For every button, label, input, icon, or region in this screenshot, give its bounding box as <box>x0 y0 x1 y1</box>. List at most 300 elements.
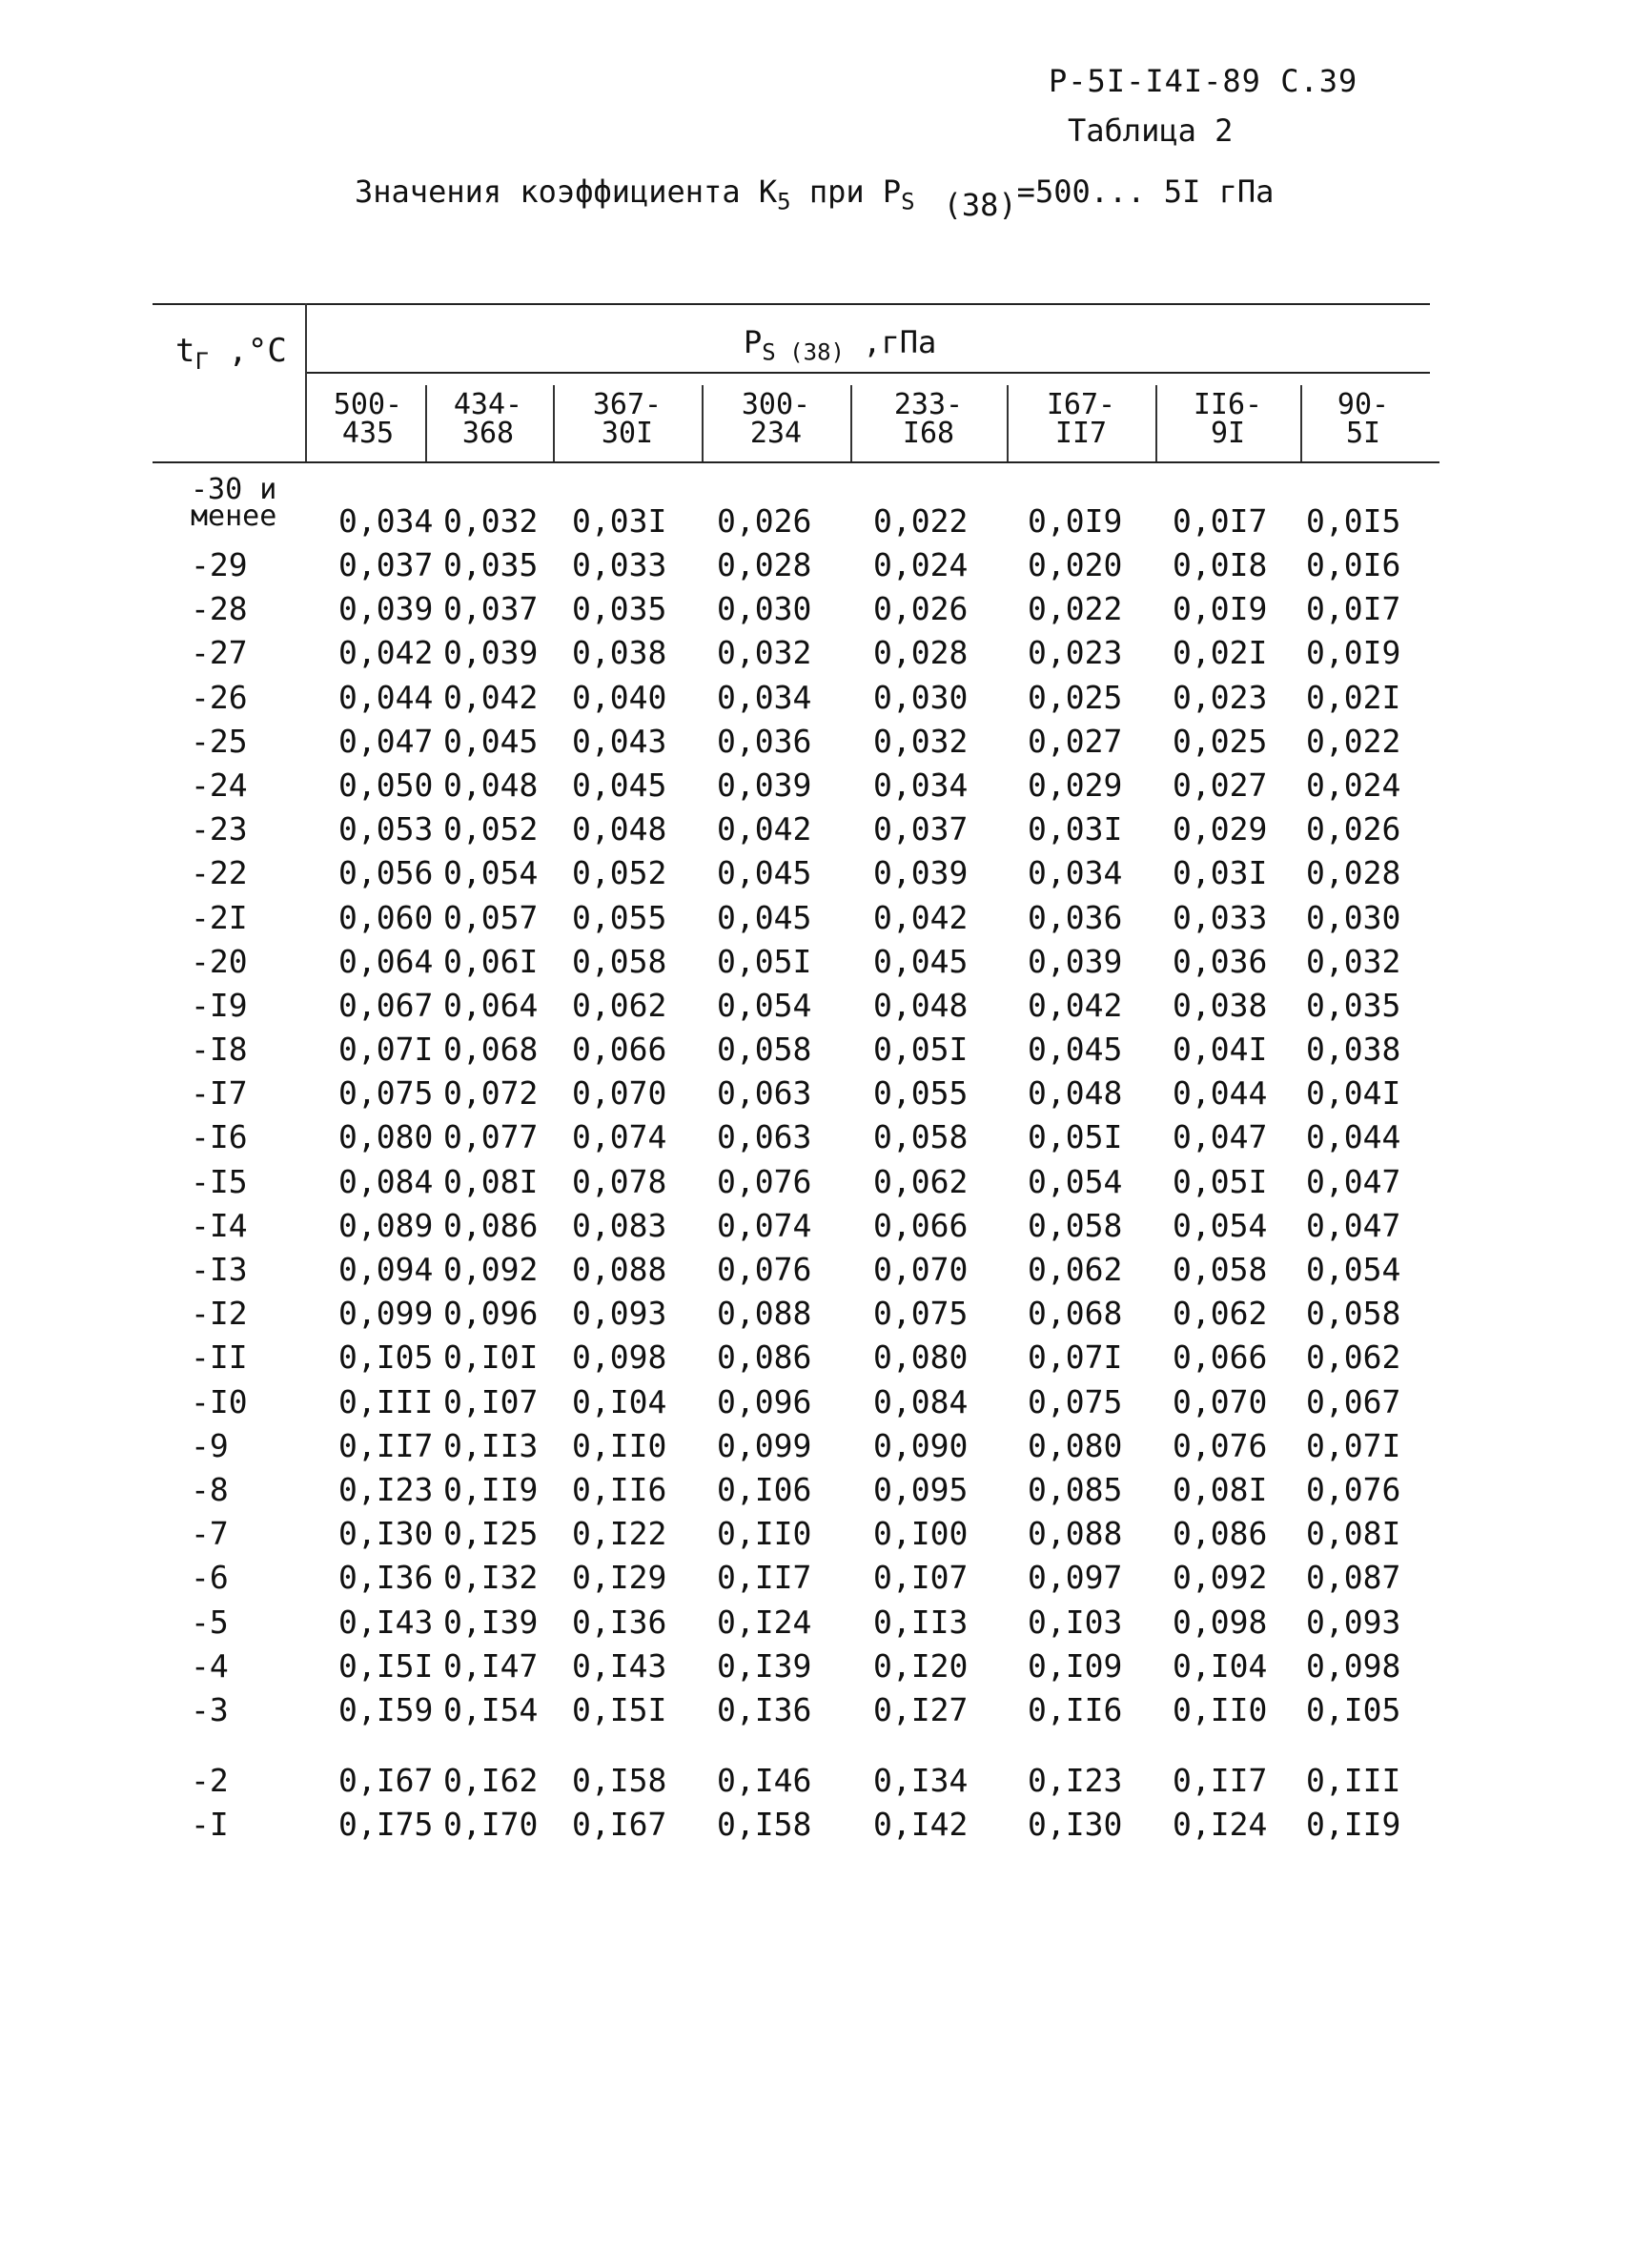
row-temperature: -I6 <box>191 1118 248 1156</box>
column-header-line: I67- <box>1046 388 1116 421</box>
caption-p-sub: S <box>901 188 915 215</box>
table-cell: 0,056 <box>338 854 434 892</box>
table-cell: 0,047 <box>1173 1118 1268 1156</box>
pressure-sub: S (38) <box>762 338 845 366</box>
table-cell: 0,035 <box>1306 986 1401 1024</box>
table-cell: 0,036 <box>717 722 812 760</box>
table-cell: 0,I07 <box>443 1382 539 1420</box>
table-row <box>153 1601 1449 1645</box>
table-cell: 0,048 <box>443 766 539 804</box>
table-cell: 0,062 <box>873 1162 969 1200</box>
table-cell: 0,II9 <box>1306 1806 1401 1844</box>
table-cell: 0,0I5 <box>1306 502 1401 540</box>
column-header-line: 300- <box>741 388 811 421</box>
table-cell: 0,064 <box>338 942 434 980</box>
table-body <box>153 473 1449 1847</box>
table-cell: 0,039 <box>1028 942 1123 980</box>
table-cell: 0,I42 <box>873 1806 969 1844</box>
row-temperature: -24 <box>191 766 248 804</box>
table-cell: 0,II6 <box>572 1470 667 1508</box>
table-cell: 0,03I <box>572 502 667 540</box>
table-cell: 0,045 <box>572 766 667 804</box>
row-temperature: -3 <box>191 1690 229 1728</box>
table-cell: 0,III <box>1306 1762 1401 1800</box>
table-cell: 0,07I <box>1028 1338 1123 1377</box>
table-row <box>153 631 1449 675</box>
table-cell: 0,054 <box>443 854 539 892</box>
table-cell: 0,087 <box>1306 1559 1401 1597</box>
table-cell: 0,074 <box>717 1206 812 1244</box>
table-cell: 0,038 <box>1173 986 1268 1024</box>
table-cell: 0,I0I <box>443 1338 539 1377</box>
table-cell: 0,058 <box>572 942 667 980</box>
table-cell: 0,064 <box>443 986 539 1024</box>
table-row <box>153 543 1449 587</box>
table-cell: 0,05I <box>1028 1118 1123 1156</box>
table-cell: 0,I03 <box>1028 1603 1123 1641</box>
table-cell: 0,0I9 <box>1173 590 1268 628</box>
row-temperature: -26 <box>191 678 248 716</box>
table-cell: 0,070 <box>1173 1382 1268 1420</box>
table-cell: 0,037 <box>443 590 539 628</box>
row-temperature: -I <box>191 1806 229 1844</box>
row-temperature: -29 <box>191 546 248 583</box>
table-cell: 0,088 <box>717 1295 812 1333</box>
temperature-unit: ,°С <box>208 332 287 370</box>
table-row <box>153 473 1449 543</box>
table-row <box>153 676 1449 720</box>
table-cell: 0,086 <box>1173 1515 1268 1553</box>
table-cell: 0,028 <box>1306 854 1401 892</box>
table-cell: 0,055 <box>572 898 667 936</box>
column-header-line: 90- <box>1337 388 1390 421</box>
table-cell: 0,II0 <box>717 1515 812 1553</box>
column-header <box>719 388 833 450</box>
col-divider <box>1155 385 1157 461</box>
table-row <box>153 1424 1449 1468</box>
table-cell: 0,I20 <box>873 1646 969 1685</box>
table-cell: 0,038 <box>572 634 667 672</box>
row-temperature: -I8 <box>191 1031 248 1069</box>
table-cell: 0,07I <box>338 1031 434 1069</box>
table-cell: 0,I24 <box>717 1603 812 1641</box>
table-cell: 0,058 <box>1028 1206 1123 1244</box>
table-top-rule <box>153 303 1430 305</box>
column-header-line: 233- <box>893 388 964 421</box>
table-cell: 0,I39 <box>717 1646 812 1685</box>
table-cell: 0,II0 <box>1173 1690 1268 1728</box>
column-header-line: 368 <box>461 417 515 450</box>
table-cell: 0,024 <box>873 546 969 583</box>
table-cell: 0,052 <box>572 854 667 892</box>
table-cell: 0,028 <box>717 546 812 583</box>
table-row <box>153 1204 1449 1248</box>
table-cell: 0,047 <box>1306 1162 1401 1200</box>
table-cell: 0,034 <box>873 766 969 804</box>
row-temperature: -9 <box>191 1426 229 1464</box>
table-cell: 0,I24 <box>1173 1806 1268 1844</box>
table-cell: 0,037 <box>338 546 434 583</box>
table-cell: 0,045 <box>1028 1031 1123 1069</box>
table-cell: 0,086 <box>443 1206 539 1244</box>
table-cell: 0,058 <box>1306 1295 1401 1333</box>
table-cell: 0,I43 <box>572 1646 667 1685</box>
table-cell: 0,0I6 <box>1306 546 1401 583</box>
table-cell: 0,0I9 <box>1306 634 1401 672</box>
table-cell: 0,080 <box>1028 1426 1123 1464</box>
table-row <box>153 1803 1449 1847</box>
table-cell: 0,III <box>338 1382 434 1420</box>
table-cell: 0,022 <box>1028 590 1123 628</box>
column-header-line: II7 <box>1054 417 1108 450</box>
row-temperature: -22 <box>191 854 248 892</box>
table-cell: 0,092 <box>443 1251 539 1288</box>
table-cell: 0,03I <box>1028 810 1123 848</box>
table-cell: 0,045 <box>717 854 812 892</box>
row-temperature: -6 <box>191 1559 229 1597</box>
table-cell: 0,035 <box>443 546 539 583</box>
table-row <box>153 587 1449 631</box>
column-header-line: II6- <box>1193 388 1263 421</box>
table-cell: 0,067 <box>338 986 434 1024</box>
table-cell: 0,030 <box>717 590 812 628</box>
table-cell: 0,048 <box>1028 1074 1123 1113</box>
row-temperature: -20 <box>191 942 248 980</box>
table-cell: 0,084 <box>873 1382 969 1420</box>
table-row <box>153 1248 1449 1292</box>
table-cell: 0,088 <box>1028 1515 1123 1553</box>
table-cell: 0,II7 <box>1173 1762 1268 1800</box>
column-header-line: 435 <box>341 417 395 450</box>
table-cell: 0,067 <box>1306 1382 1401 1420</box>
table-cell: 0,023 <box>1173 678 1268 716</box>
table-row <box>153 1556 1449 1600</box>
column-header-line: 234 <box>749 417 803 450</box>
table-cell: 0,074 <box>572 1118 667 1156</box>
table-cell: 0,086 <box>717 1338 812 1377</box>
row-header-divider <box>305 303 307 461</box>
table-cell: 0,044 <box>1173 1074 1268 1113</box>
table-cell: 0,I75 <box>338 1806 434 1844</box>
table-cell: 0,I27 <box>873 1690 969 1728</box>
row-temperature: -5 <box>191 1603 229 1641</box>
table-cell: 0,062 <box>1028 1251 1123 1288</box>
table-cell: 0,042 <box>443 678 539 716</box>
row-temperature: -I9 <box>191 986 248 1024</box>
table-row <box>153 1336 1449 1379</box>
table-cell: 0,I39 <box>443 1603 539 1641</box>
table-row <box>153 1160 1449 1204</box>
table-cell: 0,080 <box>338 1118 434 1156</box>
caption-k-sub: 5 <box>777 188 791 215</box>
row-temperature: -28 <box>191 590 248 628</box>
temperature-header <box>175 332 287 375</box>
row-temperature: -8 <box>191 1470 229 1508</box>
row-temperature: -30 и менее <box>191 473 277 533</box>
table-cell: 0,042 <box>338 634 434 672</box>
table-cell: 0,033 <box>1173 898 1268 936</box>
row-temperature: -I3 <box>191 1251 248 1288</box>
table-cell: 0,I58 <box>717 1806 812 1844</box>
table-cell: 0,092 <box>1173 1559 1268 1597</box>
table-cell: 0,05I <box>1173 1162 1268 1200</box>
table-cell: 0,039 <box>717 766 812 804</box>
col-divider <box>1300 385 1302 461</box>
table-cell: 0,076 <box>1306 1470 1401 1508</box>
table-cell: 0,I22 <box>572 1515 667 1553</box>
table-cell: 0,096 <box>717 1382 812 1420</box>
caption-mid: при Р <box>790 174 902 210</box>
table-cell: 0,044 <box>338 678 434 716</box>
table-cell: 0,076 <box>1173 1426 1268 1464</box>
row-temperature: -27 <box>191 634 248 672</box>
table-cell: 0,028 <box>873 634 969 672</box>
table-cell: 0,076 <box>717 1251 812 1288</box>
table-row <box>153 1688 1449 1732</box>
table-cell: 0,052 <box>443 810 539 848</box>
table-cell: 0,023 <box>1028 634 1123 672</box>
table-cell: 0,068 <box>443 1031 539 1069</box>
table-cell: 0,II9 <box>443 1470 539 1508</box>
table-cell: 0,06I <box>443 942 539 980</box>
column-header-line: 9I <box>1210 417 1246 450</box>
table-cell: 0,I30 <box>338 1515 434 1553</box>
table-row <box>153 1072 1449 1115</box>
table-cell: 0,097 <box>1028 1559 1123 1597</box>
table-cell: 0,0I9 <box>1028 502 1123 540</box>
table-cell: 0,057 <box>443 898 539 936</box>
table-cell: 0,029 <box>1028 766 1123 804</box>
table-cell: 0,045 <box>717 898 812 936</box>
table-row <box>153 984 1449 1028</box>
table-cell: 0,I09 <box>1028 1646 1123 1685</box>
column-header <box>1171 388 1285 450</box>
table-cell: 0,I05 <box>1306 1690 1401 1728</box>
column-header <box>1306 388 1420 450</box>
row-temperature: -4 <box>191 1646 229 1685</box>
table-cell: 0,098 <box>1173 1603 1268 1641</box>
table-cell: 0,084 <box>338 1162 434 1200</box>
pressure-unit: ,гПа <box>844 324 937 360</box>
table-number: Таблица 2 <box>1068 112 1234 149</box>
table-cell: 0,I67 <box>338 1762 434 1800</box>
table-cell: 0,I04 <box>572 1382 667 1420</box>
column-header <box>570 388 684 450</box>
table-cell: 0,I06 <box>717 1470 812 1508</box>
row-temperature: -2 <box>191 1762 229 1800</box>
table-cell: 0,054 <box>1306 1251 1401 1288</box>
column-header-line: 434- <box>453 388 523 421</box>
table-cell: 0,I5I <box>338 1646 434 1685</box>
table-cell: 0,032 <box>873 722 969 760</box>
table-cell: 0,025 <box>1028 678 1123 716</box>
table-cell: 0,I32 <box>443 1559 539 1597</box>
table-cell: 0,068 <box>1028 1295 1123 1333</box>
table-cell: 0,045 <box>873 942 969 980</box>
table-cell: 0,I5I <box>572 1690 667 1728</box>
temperature-sub: Г <box>194 347 209 375</box>
table-cell: 0,08I <box>1173 1470 1268 1508</box>
row-temperature: -2I <box>191 898 248 936</box>
table-row <box>153 1512 1449 1556</box>
row-temperature: -II <box>191 1338 248 1377</box>
col-divider <box>425 385 427 461</box>
table-cell: 0,054 <box>1028 1162 1123 1200</box>
table-cell: 0,039 <box>443 634 539 672</box>
table-cell: 0,036 <box>1028 898 1123 936</box>
table-cell: 0,022 <box>1306 722 1401 760</box>
table-row <box>153 1028 1449 1072</box>
row-temperature: -I7 <box>191 1074 248 1113</box>
table-row <box>153 720 1449 764</box>
caption-paren: (38) <box>943 187 1017 223</box>
col-divider <box>553 385 555 461</box>
row-temperature: -23 <box>191 810 248 848</box>
table-cell: 0,094 <box>338 1251 434 1288</box>
table-cell: 0,099 <box>717 1426 812 1464</box>
caption-text: Значения коэффициента К <box>355 174 778 210</box>
table-cell: 0,I70 <box>443 1806 539 1844</box>
table-cell: 0,II7 <box>717 1559 812 1597</box>
table-row <box>153 896 1449 940</box>
table-cell: 0,076 <box>717 1162 812 1200</box>
table-cell: 0,048 <box>873 986 969 1024</box>
table-row <box>153 940 1449 984</box>
table-cell: 0,035 <box>572 590 667 628</box>
table-cell: 0,II6 <box>1028 1690 1123 1728</box>
table-cell: 0,I54 <box>443 1690 539 1728</box>
table-cell: 0,089 <box>338 1206 434 1244</box>
table-cell: 0,058 <box>873 1118 969 1156</box>
table-cell: 0,034 <box>1028 854 1123 892</box>
temperature-symbol: t <box>175 332 195 370</box>
table-cell: 0,075 <box>873 1295 969 1333</box>
table-cell: 0,I23 <box>338 1470 434 1508</box>
table-cell: 0,072 <box>443 1074 539 1113</box>
table-cell: 0,0I8 <box>1173 546 1268 583</box>
table-cell: 0,083 <box>572 1206 667 1244</box>
pressure-group-header <box>744 324 936 365</box>
table-cell: 0,062 <box>1306 1338 1401 1377</box>
table-cell: 0,022 <box>873 502 969 540</box>
table-cell: 0,047 <box>1306 1206 1401 1244</box>
table-row <box>153 1645 1449 1688</box>
table-cell: 0,026 <box>1306 810 1401 848</box>
table-cell: 0,037 <box>873 810 969 848</box>
row-temperature: -I5 <box>191 1162 248 1200</box>
group-header-rule <box>305 372 1430 374</box>
table-cell: 0,I58 <box>572 1762 667 1800</box>
table-caption <box>355 174 1274 223</box>
table-cell: 0,042 <box>873 898 969 936</box>
table-cell: 0,063 <box>717 1074 812 1113</box>
table-cell: 0,066 <box>873 1206 969 1244</box>
table-cell: 0,02I <box>1306 678 1401 716</box>
table-cell: 0,030 <box>873 678 969 716</box>
table-cell: 0,070 <box>873 1251 969 1288</box>
row-temperature: -7 <box>191 1515 229 1553</box>
table-row <box>153 1115 1449 1159</box>
table-cell: 0,033 <box>572 546 667 583</box>
table-cell: 0,077 <box>443 1118 539 1156</box>
table-cell: 0,054 <box>1173 1206 1268 1244</box>
table-cell: 0,042 <box>717 810 812 848</box>
table-cell: 0,062 <box>1173 1295 1268 1333</box>
table-cell: 0,075 <box>338 1074 434 1113</box>
table-cell: 0,032 <box>443 502 539 540</box>
table-cell: 0,032 <box>1306 942 1401 980</box>
table-cell: 0,034 <box>338 502 434 540</box>
header-bottom-rule <box>153 461 1439 463</box>
table-cell: 0,038 <box>1306 1031 1401 1069</box>
table-cell: 0,040 <box>572 678 667 716</box>
table-cell: 0,066 <box>572 1031 667 1069</box>
table-row <box>153 764 1449 807</box>
table-cell: 0,I05 <box>338 1338 434 1377</box>
table-cell: 0,090 <box>873 1426 969 1464</box>
table-cell: 0,II3 <box>873 1603 969 1641</box>
table-cell: 0,063 <box>717 1118 812 1156</box>
table-cell: 0,I36 <box>717 1690 812 1728</box>
table-cell: 0,I47 <box>443 1646 539 1685</box>
table-row <box>153 1468 1449 1512</box>
table-cell: 0,093 <box>572 1295 667 1333</box>
table-row <box>153 1380 1449 1424</box>
table-cell: 0,I04 <box>1173 1646 1268 1685</box>
column-header <box>1024 388 1138 450</box>
table-cell: 0,066 <box>1173 1338 1268 1377</box>
table-cell: 0,I30 <box>1028 1806 1123 1844</box>
table-cell: 0,062 <box>572 986 667 1024</box>
table-cell: 0,I62 <box>443 1762 539 1800</box>
table-cell: 0,I29 <box>572 1559 667 1597</box>
table-cell: 0,058 <box>717 1031 812 1069</box>
table-cell: 0,099 <box>338 1295 434 1333</box>
table-cell: 0,096 <box>443 1295 539 1333</box>
table-cell: 0,08I <box>1306 1515 1401 1553</box>
column-header-line: I68 <box>902 417 955 450</box>
table-cell: 0,070 <box>572 1074 667 1113</box>
table-row <box>153 807 1449 851</box>
table-cell: 0,098 <box>1306 1646 1401 1685</box>
table-cell: 0,026 <box>717 502 812 540</box>
table-cell: 0,055 <box>873 1074 969 1113</box>
row-temperature: -I0 <box>191 1382 248 1420</box>
table-cell: 0,026 <box>873 590 969 628</box>
row-temperature: -I4 <box>191 1206 248 1244</box>
table-cell: 0,I67 <box>572 1806 667 1844</box>
table-cell: 0,039 <box>873 854 969 892</box>
column-header <box>311 388 425 450</box>
table-cell: 0,027 <box>1173 766 1268 804</box>
table-cell: 0,075 <box>1028 1382 1123 1420</box>
doc-code: Р-5I-I4I-89 С.39 <box>1049 63 1358 99</box>
table-cell: 0,093 <box>1306 1603 1401 1641</box>
column-header-line: 500- <box>333 388 403 421</box>
table-cell: 0,I25 <box>443 1515 539 1553</box>
table-cell: 0,098 <box>572 1338 667 1377</box>
table-cell: 0,024 <box>1306 766 1401 804</box>
table-cell: 0,095 <box>873 1470 969 1508</box>
table-cell: 0,032 <box>717 634 812 672</box>
caption-range: =500... 5I гПа <box>1016 174 1275 210</box>
table-cell: 0,088 <box>572 1251 667 1288</box>
table-cell: 0,I36 <box>338 1559 434 1597</box>
table-cell: 0,042 <box>1028 986 1123 1024</box>
table-cell: 0,05I <box>873 1031 969 1069</box>
table-cell: 0,054 <box>717 986 812 1024</box>
table-cell: 0,085 <box>1028 1470 1123 1508</box>
